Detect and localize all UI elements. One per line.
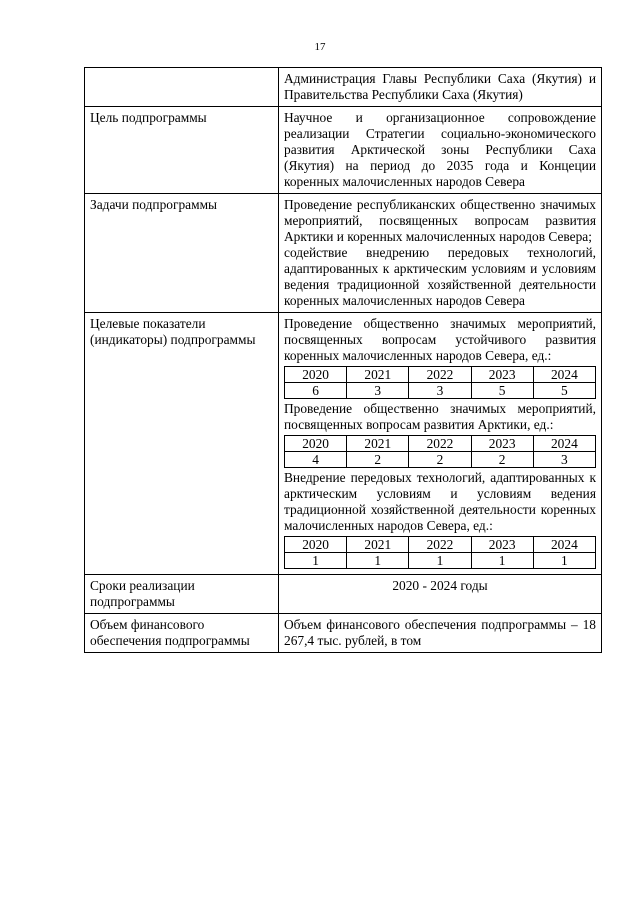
value-cell: 4 xyxy=(285,452,347,468)
year-cell: 2020 xyxy=(285,537,347,553)
row-responsible xyxy=(85,68,602,107)
row-indicators xyxy=(85,313,602,575)
label-term: Сроки реализации подпрограммы xyxy=(85,575,279,614)
value-tasks xyxy=(279,194,602,313)
value-cell: 1 xyxy=(347,553,409,569)
year-cell: 2022 xyxy=(409,367,471,383)
row-goal xyxy=(85,107,602,194)
value-cell: 3 xyxy=(409,383,471,399)
year-cell: 2022 xyxy=(409,436,471,452)
task-1: Проведение республиканских общественно значимых мероприятий, посвященных вопросам развития Арктики и коренных малочисленных народов Севера; xyxy=(284,197,596,244)
row-tasks xyxy=(85,194,602,313)
value-cell: 3 xyxy=(347,383,409,399)
indicator-3-table xyxy=(284,536,596,569)
value-goal: Научное и организационное сопровождение реализации Стратегии социально-экономического развития Арктической зоны Республики Саха (Якутия) на период до 2035 года и Концеции коренных малочисленных народов Севера xyxy=(279,107,602,194)
label-goal: Цель подпрограммы xyxy=(85,107,279,194)
value-cell: 2 xyxy=(471,452,533,468)
indicator-2-years xyxy=(285,436,596,452)
year-cell: 2021 xyxy=(347,367,409,383)
year-cell: 2024 xyxy=(533,537,595,553)
label-responsible xyxy=(85,68,279,107)
indicator-1-years xyxy=(285,367,596,383)
year-cell: 2024 xyxy=(533,367,595,383)
value-cell: 1 xyxy=(533,553,595,569)
label-indicators: Целевые показатели (индикаторы) подпрограммы xyxy=(85,313,279,575)
year-cell: 2022 xyxy=(409,537,471,553)
value-indicators xyxy=(279,313,602,575)
year-cell: 2020 xyxy=(285,367,347,383)
value-term: 2020 - 2024 годы xyxy=(279,575,602,614)
value-cell: 5 xyxy=(533,383,595,399)
indicator-2-table xyxy=(284,435,596,468)
label-tasks: Задачи подпрограммы xyxy=(85,194,279,313)
row-term xyxy=(85,575,602,614)
value-cell: 2 xyxy=(409,452,471,468)
task-2: содействие внедрению передовых технологий, адаптированных к арктическим условиям и условиям ведения традиционной хозяйственной деятельности коренных малочисленных народов Севера xyxy=(284,245,596,308)
year-cell: 2023 xyxy=(471,367,533,383)
year-cell: 2023 xyxy=(471,537,533,553)
value-cell: 2 xyxy=(347,452,409,468)
value-cell: 1 xyxy=(285,553,347,569)
value-cell: 1 xyxy=(471,553,533,569)
value-cell: 6 xyxy=(285,383,347,399)
indicator-3-years xyxy=(285,537,596,553)
value-cell: 3 xyxy=(533,452,595,468)
label-financing: Объем финансового обеспечения подпрограммы xyxy=(85,614,279,653)
indicator-1-text: Проведение общественно значимых мероприятий, посвященных вопросам устойчивого развития коренных малочисленных народов Севера, ед.: xyxy=(284,316,596,363)
indicator-2-values xyxy=(285,452,596,468)
value-cell: 1 xyxy=(409,553,471,569)
value-financing: Объем финансового обеспечения подпрограммы – 18 267,4 тыс. рублей, в том xyxy=(279,614,602,653)
indicator-1-table xyxy=(284,366,596,399)
year-cell: 2021 xyxy=(347,537,409,553)
row-financing xyxy=(85,614,602,653)
indicator-2-text: Проведение общественно значимых мероприятий, посвященных вопросам развития Арктики, ед.: xyxy=(284,401,596,432)
value-cell: 5 xyxy=(471,383,533,399)
indicator-3-values xyxy=(285,553,596,569)
indicator-3-text: Внедрение передовых технологий, адаптированных к арктическим условиям и условиям ведения традиционной хозяйственной деятельности коренных малочисленных народов Севера, ед.: xyxy=(284,470,596,533)
year-cell: 2023 xyxy=(471,436,533,452)
value-responsible: Администрация Главы Республики Саха (Якутия) и Правительства Республики Саха (Якутия) xyxy=(279,68,602,107)
page-number: 17 xyxy=(314,41,326,53)
year-cell: 2020 xyxy=(285,436,347,452)
subprogram-passport-table xyxy=(84,67,602,653)
year-cell: 2021 xyxy=(347,436,409,452)
indicator-1-values xyxy=(285,383,596,399)
year-cell: 2024 xyxy=(533,436,595,452)
